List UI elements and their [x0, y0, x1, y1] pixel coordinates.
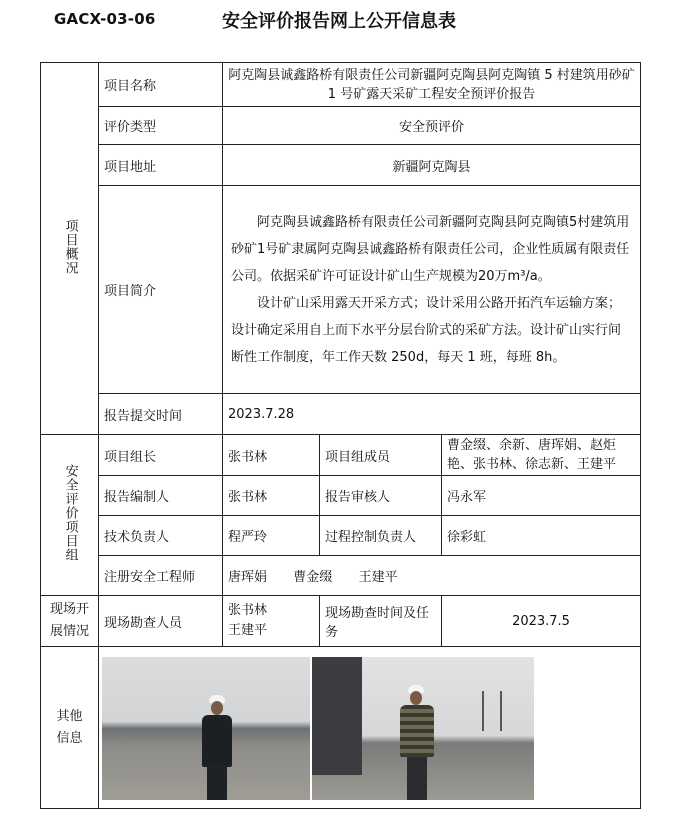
engineer-label: 注册安全工程师 [99, 556, 223, 596]
row-other [41, 647, 641, 809]
row-eval-type [41, 107, 641, 145]
submit-time-value: 2023.7.28 [223, 394, 641, 435]
intro-value [223, 186, 641, 394]
surveyor-name: 王建平 [228, 623, 268, 638]
engineer-name: 王建平 [358, 570, 398, 585]
team-members-value: 曹金缀、余新、唐珲娟、赵炬艳、张书林、徐志新、王建平 [442, 435, 641, 476]
editor-label: 报告编制人 [99, 476, 223, 516]
survey-time-value: 2023.7.5 [442, 596, 641, 647]
document-title: 安全评价报告网上公开信息表 [222, 11, 456, 32]
process-label: 过程控制负责人 [320, 516, 442, 556]
team-leader-value: 张书林 [223, 435, 320, 476]
team-leader-label: 项目组长 [99, 435, 223, 476]
reviewer-value: 冯永军 [442, 476, 641, 516]
info-table [40, 62, 641, 809]
engineer-name: 唐珲娟 [228, 570, 268, 585]
building-shape [312, 657, 362, 775]
intro-label: 项目简介 [99, 186, 223, 394]
surveyor-name: 张书林 [228, 603, 268, 618]
submit-time-label: 报告提交时间 [99, 394, 223, 435]
row-team-leader [41, 435, 641, 476]
row-editor [41, 476, 641, 516]
section-site: 现场开展情况 [41, 596, 99, 647]
surveyors-value [223, 596, 320, 647]
site-photo-1 [102, 657, 310, 800]
section-team-label: 安全评价项目组 [62, 464, 78, 562]
process-value: 徐彩虹 [442, 516, 641, 556]
eval-type-label: 评价类型 [99, 107, 223, 145]
document-code: GACX-03-06 [54, 10, 156, 28]
row-site [41, 596, 641, 647]
section-overview-label: 项目概况 [62, 218, 78, 275]
row-submit-time [41, 394, 641, 435]
editor-value: 张书林 [223, 476, 320, 516]
reviewer-label: 报告审核人 [320, 476, 442, 516]
survey-time-label: 现场勘查时间及任务 [320, 596, 442, 647]
project-name-label: 项目名称 [99, 63, 223, 107]
engineer-name: 曹金缀 [293, 570, 333, 585]
project-name-value: 阿克陶县诚鑫路桥有限责任公司新疆阿克陶县阿克陶镇 5 村建筑用砂矿 1 号矿露天采矿工程安全预评价报告 [223, 63, 641, 107]
photos-cell [99, 647, 641, 809]
section-overview [41, 63, 99, 435]
row-address [41, 145, 641, 186]
intro-paragraph-2: 设计矿山采用露天开采方式；设计采用公路开拓汽车运输方案；设计确定采用自上而下水平分层台阶式的采矿方法。设计矿山实行间断性工作制度，年工作天数 250d，每天 1 班，每班 8h。 [231, 295, 622, 365]
row-tech [41, 516, 641, 556]
team-members-label: 项目组成员 [320, 435, 442, 476]
address-label: 项目地址 [99, 145, 223, 186]
row-engineers [41, 556, 641, 596]
tech-label: 技术负责人 [99, 516, 223, 556]
section-other: 其他信息 [41, 647, 99, 809]
address-value: 新疆阿克陶县 [223, 145, 641, 186]
row-project-name [41, 63, 641, 107]
tower-shape [482, 691, 502, 731]
row-intro [41, 186, 641, 394]
engineer-value [223, 556, 641, 596]
tech-value: 程严玲 [223, 516, 320, 556]
section-team [41, 435, 99, 596]
eval-type-value: 安全预评价 [223, 107, 641, 145]
intro-paragraph-1: 阿克陶县诚鑫路桥有限责任公司新疆阿克陶县阿克陶镇5村建筑用砂矿1号矿隶属阿克陶县诚鑫路桥有限责任公司，企业性质属有限责任公司。依据采矿许可证设计矿山生产规模为20万m³/a。 [231, 214, 630, 284]
site-photo-2 [312, 657, 534, 800]
surveyors-label: 现场勘查人员 [99, 596, 223, 647]
